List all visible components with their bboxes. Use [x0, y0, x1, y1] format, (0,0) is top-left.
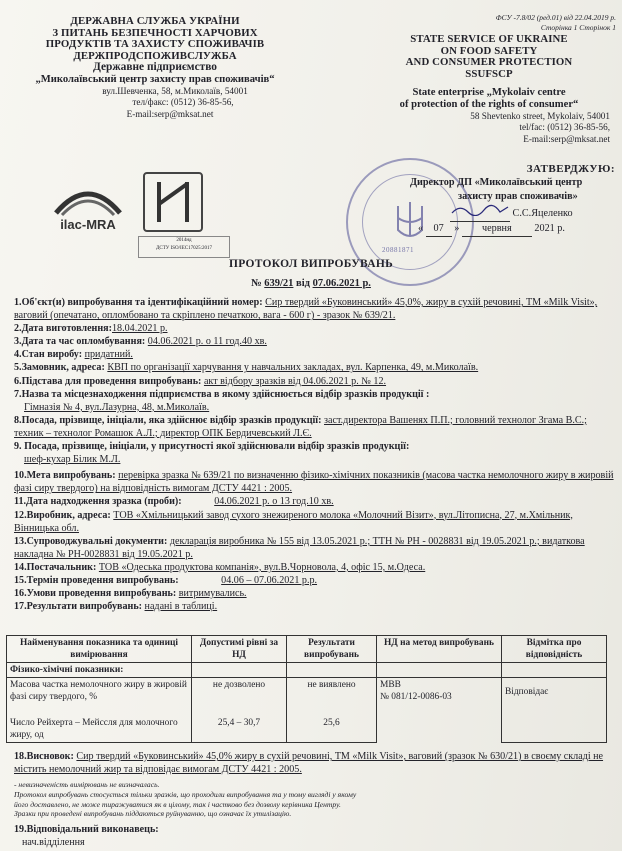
form-code: ФСУ -7.8/02 (ред.01) від 22.04.2019 р.: [495, 13, 616, 22]
responsible-label: 19.Відповідальний виконавець:: [14, 824, 159, 835]
email-en: E-mail:serp@mksat.net: [523, 133, 610, 144]
stamp-number: 20881871: [382, 246, 414, 254]
address-en: 58 Shevtenko street, Mykolaiv, 54001: [470, 110, 610, 121]
conclusion-label: 18.Висновок:: [14, 751, 74, 762]
section-label: Фізико-хімічні показники:: [7, 663, 192, 678]
header-right-english: [360, 34, 618, 145]
field-9: 9. Посада, прізвище, ініціали, у присутності якої здійснювали відбір зразків продукції:: [14, 441, 410, 453]
accreditation-logo: [143, 172, 203, 232]
method-line-1: МВВ: [380, 680, 401, 690]
notes-block: [14, 780, 614, 819]
field-4: 4.Стан виробу: придатний.: [14, 349, 133, 361]
agency-abbr-en: SSUFSCP: [465, 67, 513, 80]
approval-date-day: 07: [426, 222, 452, 237]
phone-en: tel/fac: (0512) 36-85-56,: [519, 122, 610, 133]
header-left-ukrainian: [20, 16, 290, 120]
row-2-allowed: 25,4 – 30,7: [192, 716, 287, 743]
note-3: його доставлено, не може тиражуватися як в цілому, так і частково без дозволу керівника Центру.: [14, 799, 341, 809]
field-5: 5.Замовник, адреса: КВП по організації харчування у навчальних закладах, вул. Карпенка, 49, м.Миколаїв.: [14, 362, 479, 374]
field-12: 12.Виробник, адреса: ТОВ «Хмільницький завод сухого знежиреного молока «Молочний Візит», вул.Літописна, 27, м.Хмільник, Вінницька обл.: [14, 509, 573, 534]
results-table: [6, 635, 607, 743]
page-info: Сторінка 1 Сторінок 1: [540, 23, 616, 32]
field-7-value: Гімназія № 4, вул.Лазурна, 48, м.Миколаїв.: [24, 401, 210, 413]
conclusion: [14, 750, 614, 776]
method-line-2: № 081/12-0086-03: [380, 692, 452, 702]
enterprise-name: „Миколаївський центр захисту прав споживачів“: [35, 73, 275, 85]
approval-date-month: червня: [462, 222, 532, 237]
field-7: 7.Назва та місцезнаходження підприємства в якому здійснюється відбір зразків продукції :: [14, 388, 430, 400]
approval-block: [410, 162, 615, 237]
col-header-name: Найменування показника та одиниці вимірювання: [7, 636, 192, 663]
conclusion-text: Сир твердий «Буковинський» 45,0% жиру в сухій речовині, ТМ «Milk Visit», ваговий (зразок № 630/21) в своєму складі не містить немолочний жир та відповідає вимогам ДСТУ 4421 : 2005.: [14, 751, 604, 775]
row-2-result: 25,6: [287, 716, 377, 743]
ilac-mra-logo: [48, 175, 128, 245]
col-header-compliance: Відмітка про відповідність: [502, 636, 607, 663]
field-13: 13.Супроводжувальні документи: декларація виробника № 155 від 13.05.2021 р.; ТТН № РН - 0028831 від 19.05.2021 р.; видаткова накладна № РН-0028831 від 19.05.2021 р.: [14, 535, 585, 560]
approval-signature-name: С.С.Яцеленко: [512, 208, 573, 219]
field-15: 15.Термін проведення випробувань: 04.06 – 07.06.2021 р.р.: [14, 574, 318, 586]
cert-line-2: ДСТУ ISO/IEC17025:2017: [156, 246, 212, 251]
approval-line-1: Директор ДП «Миколаївський центр: [410, 177, 583, 188]
field-3: 3.Дата та час опломбування: 04.06.2021 р. о 11 год.40 хв.: [14, 336, 267, 348]
results-table-header: [7, 636, 607, 663]
field-16: 16.Умови проведення випробувань: витримувались.: [14, 588, 247, 600]
accreditation-cert-box: [138, 236, 230, 258]
signature-icon: [450, 204, 510, 222]
protocol-date: 07.06.2021 р.: [312, 278, 371, 289]
phone: тел/факс: (0512) 36-85-56,: [132, 97, 234, 108]
row-1-allowed: не дозволено: [192, 678, 287, 716]
approval-date-year: 2021 р.: [534, 223, 565, 234]
row-1-result: не виявлено: [287, 678, 377, 716]
agency-line-1-en: STATE SERVICE OF UKRAINE: [410, 33, 568, 45]
protocol-number-label: №: [251, 278, 262, 289]
table-section-row: [7, 663, 607, 678]
agency-line-1: ДЕРЖАВНА СЛУЖБА УКРАЇНИ: [70, 15, 240, 27]
cert-line-1: 2014нд: [176, 238, 192, 243]
address: вул.Шевченка, 58, м.Миколаїв, 54001: [102, 85, 248, 96]
email: E-mail:serp@mksat.net: [126, 108, 214, 119]
enterprise-line-2-en: of protection of the rights of consumer“: [399, 98, 579, 110]
note-1: - невизначеність вимірювань не визначалась.: [14, 780, 160, 789]
field-8: 8.Посада, прізвище, ініціали, яка здійснює відбір зразків продукції: заст.директора Вашенях П.П.; головний технолог Згама В.С.; техник – технолог Ромашок А.Л.; директор ОПК Бердичевський Л.Є.: [14, 414, 587, 439]
approval-line-2: захисту прав споживачів»: [458, 191, 578, 202]
row-1-name: Масова частка немолочного жиру в жировій фазі сиру твердого, %: [7, 678, 192, 716]
agency-line-3: ПРОДУКТІВ ТА ЗАХИСТУ СПОЖИВАЧІВ: [45, 38, 265, 51]
field-11: 11.Дата надходження зразка (проби): 04.06.2021 р. о 13 год.10 хв.: [14, 496, 334, 508]
row-2-name: Число Рейхерта – Мейссля для молочного жиру, од: [7, 716, 192, 743]
enterprise-type: Державне підприємство: [93, 61, 217, 74]
agency-abbr: ДЕРЖПРОДСПОЖИВСЛУЖБА: [73, 49, 237, 62]
note-4: Зразки при проведені випробувань піддаються руйнуванню, що означає їх утилізацію.: [14, 809, 292, 819]
protocol-fields: [14, 296, 614, 613]
protocol-date-label: від: [296, 278, 310, 289]
enterprise-line-1-en: State enterprise „Mykolaiv centre: [412, 87, 566, 99]
field-10: 10.Мета випробувань: перевірка зразка № 639/21 по визначенню фізико-хімічних показників (масова частка немолочного жиру в жировій фазі сиру твердого) на відповідність вимогам ДСТУ 4421 : 2005.: [14, 470, 614, 495]
row-method: [377, 678, 502, 743]
field-9-value: шеф-кухар Білик М.Л.: [24, 454, 121, 466]
field-6: 6.Підстава для проведення випробувань: акт відбору зразків від 04.06.2021 р. № 12.: [14, 375, 387, 387]
field-2: 2.Дата виготовлення:18.04.2021 р.: [14, 323, 168, 335]
responsible-value: нач.відділення: [22, 837, 85, 848]
col-header-method: НД на метод випробувань: [377, 636, 502, 663]
field-14: 14.Постачальник: ТОВ «Одеська продуктова компанія», вул.В.Чорновола, 4, офіс 15, м.Одеса.: [14, 561, 426, 573]
approval-title: ЗАТВЕРДЖУЮ:: [526, 163, 615, 175]
table-row: [7, 678, 607, 716]
protocol-number: 639/21: [264, 278, 294, 289]
ilac-logo-text: ilac-MRA: [60, 217, 116, 232]
approval-signature-line: [410, 204, 615, 222]
field-17: 17.Результати випробувань: надані в таблиці.: [14, 601, 218, 613]
col-header-results: Результати випробувань: [287, 636, 377, 663]
protocol-title: ПРОТОКОЛ ВИПРОБУВАНЬ: [228, 258, 394, 270]
note-2: Протокол випробувань стосується тільки зразків, що проходили випробування та у тому вигляді у якому: [14, 789, 357, 799]
col-header-allowed: Допустимі рівні за НД: [192, 636, 287, 663]
footer: [14, 823, 614, 849]
form-code-block: [380, 13, 616, 33]
agency-line-2: З ПИТАНЬ БЕЗПЕЧНОСТІ ХАРЧОВИХ: [52, 26, 258, 39]
agency-line-2-en: ON FOOD SAFETY: [440, 44, 538, 57]
agency-line-3-en: AND CONSUMER PROTECTION: [405, 56, 573, 69]
protocol-number-line: [0, 278, 622, 289]
field-1: 1.Об'єкт(и) випробування та ідентифікаційний номер: Сир твердий «Буковинський» 45,0%, жиру в сухій речовині, ТМ «Milk Visit», ваговий (опечатано, опломбовано та скріплено печаткою, вага - 600 г) - зразок № 639/21.: [14, 297, 598, 322]
ilac-logo-icon: [48, 175, 128, 245]
row-compliance: Відповідає: [502, 678, 607, 743]
approval-date: « 07 » червня 2021 р.: [410, 222, 615, 237]
accreditation-mark-icon: [145, 174, 201, 230]
